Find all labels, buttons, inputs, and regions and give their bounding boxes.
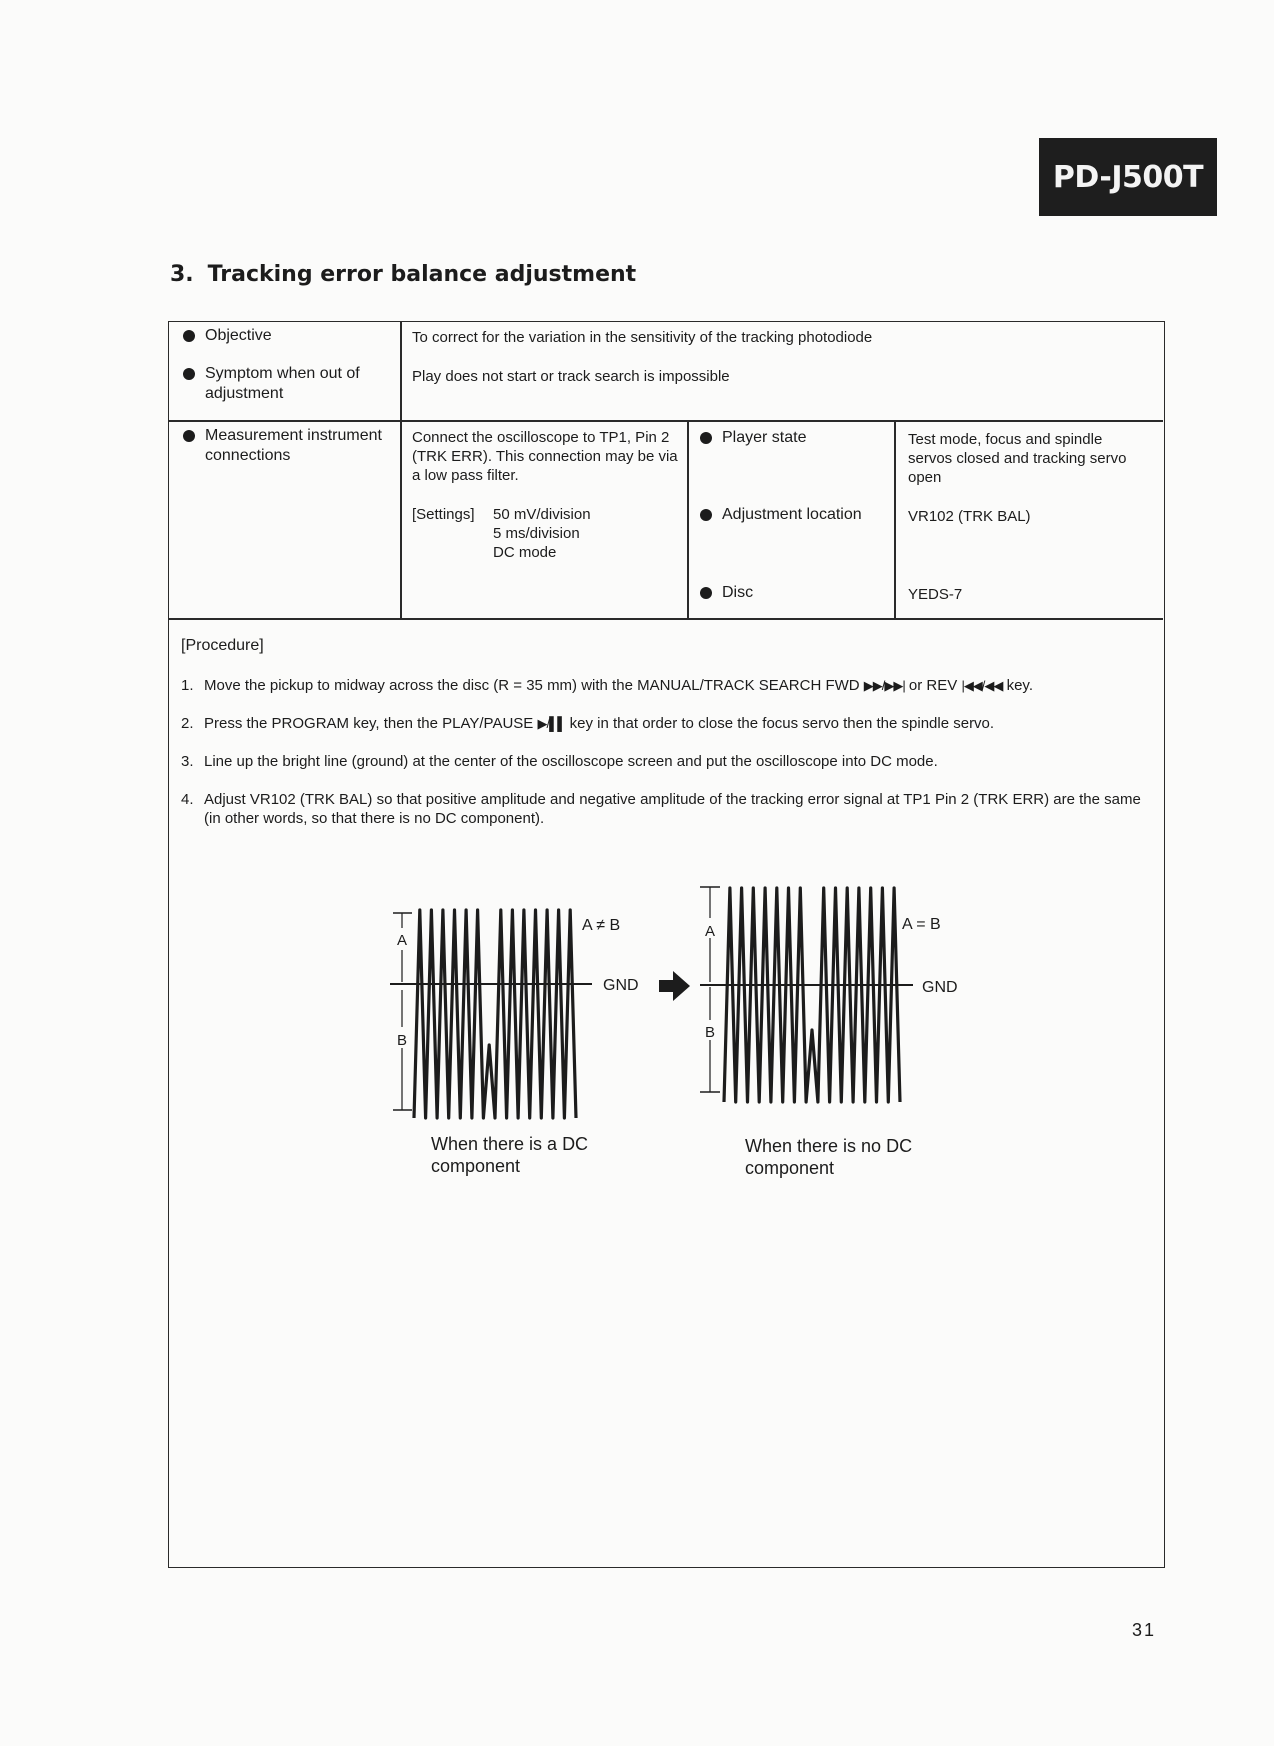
bullet-dot [700, 509, 712, 521]
tracking-error-waveform [414, 910, 576, 1118]
procedure-step: 1. Move the pickup to midway across the disc (R = 35 mm) with the MANUAL/TRACK SEARCH FWD ▶▶/▶▶| or REV |◀◀/◀◀ key. [181, 677, 1033, 694]
settings-value: DC mode [493, 544, 557, 561]
procedure-step: 4. Adjust VR102 (TRK BAL) so that positive amplitude and negative amplitude of the tracking error signal at TP1 Pin 2 (TRK ERR) are the same (in other words, so that there is no DC component). [181, 791, 1141, 827]
adjustment-location-label: Adjustment location [700, 505, 912, 525]
disc-label: Disc [700, 583, 912, 603]
table-rule [169, 420, 1163, 422]
settings-value: 50 mV/division [493, 506, 591, 523]
table-divider [687, 420, 689, 618]
procedure-step: 3. Line up the bright line (ground) at the center of the oscilloscope screen and put the oscilloscope into DC mode. [181, 753, 938, 770]
gnd-label: GND [922, 979, 958, 996]
dc-component-diagram [390, 910, 592, 1118]
measurement-value: Connect the oscilloscope to TP1, Pin 2 (TRK ERR). This connection may be via a low pass filter. [412, 429, 678, 484]
section-number: 3. [170, 262, 194, 287]
relation-label: A ≠ B [582, 917, 621, 934]
arrow-right-icon [659, 971, 690, 1001]
a-label: A [704, 923, 716, 940]
b-label: B [704, 1024, 716, 1041]
play-pause-key-icon: ▶/▌▌ [537, 716, 566, 731]
settings-label: [Settings] [412, 506, 475, 523]
bullet-dot [700, 587, 712, 599]
procedure-step: 2. Press the PROGRAM key, then the PLAY/PAUSE ▶/▌▌ key in that order to close the focus servo then the spindle servo. [181, 715, 995, 732]
table-rule [169, 618, 1163, 620]
table-divider [400, 322, 402, 618]
objective-label: Objective [183, 326, 405, 346]
section-title [170, 262, 636, 287]
bullet-dot [183, 330, 195, 342]
model-badge: PD-J500T [1039, 138, 1217, 216]
procedure-steps [181, 676, 1156, 847]
symptom-value: Play does not start or track search is impossible [412, 368, 730, 385]
symptom-label: Symptom when out of adjustment [183, 364, 395, 404]
gnd-label: GND [603, 977, 639, 994]
page-number: 31 [1132, 1620, 1157, 1640]
no-dc-component-diagram [700, 887, 913, 1102]
disc-value: YEDS-7 [908, 586, 963, 603]
adjustment-location-value: VR102 (TRK BAL) [908, 508, 1031, 525]
bullet-dot [700, 432, 712, 444]
a-label: A [396, 932, 408, 949]
player-state-value: Test mode, focus and spindle servos closed and tracking servo open [908, 431, 1127, 486]
dc-component-caption: When there is a DC component [431, 1134, 589, 1176]
no-dc-component-caption: When there is no DC component [745, 1136, 913, 1178]
section-title-text: Tracking error balance adjustment [207, 262, 637, 287]
bullet-dot [183, 430, 195, 442]
waveform-figure [380, 870, 960, 1140]
rev-key-icon: |◀◀/◀◀ [961, 678, 1003, 693]
procedure-heading: [Procedure] [181, 637, 264, 654]
bullet-dot [183, 368, 195, 380]
objective-value: To correct for the variation in the sensitivity of the tracking photodiode [412, 329, 873, 346]
settings-block [412, 505, 678, 565]
fwd-key-icon: ▶▶/▶▶| [863, 678, 905, 693]
relation-label: A = B [902, 916, 941, 933]
measurement-label: Measurement instrument connections [183, 426, 410, 466]
player-state-label: Player state [700, 428, 912, 448]
tracking-error-waveform [724, 888, 900, 1102]
settings-value: 5 ms/division [493, 525, 580, 542]
b-label: B [396, 1032, 408, 1049]
